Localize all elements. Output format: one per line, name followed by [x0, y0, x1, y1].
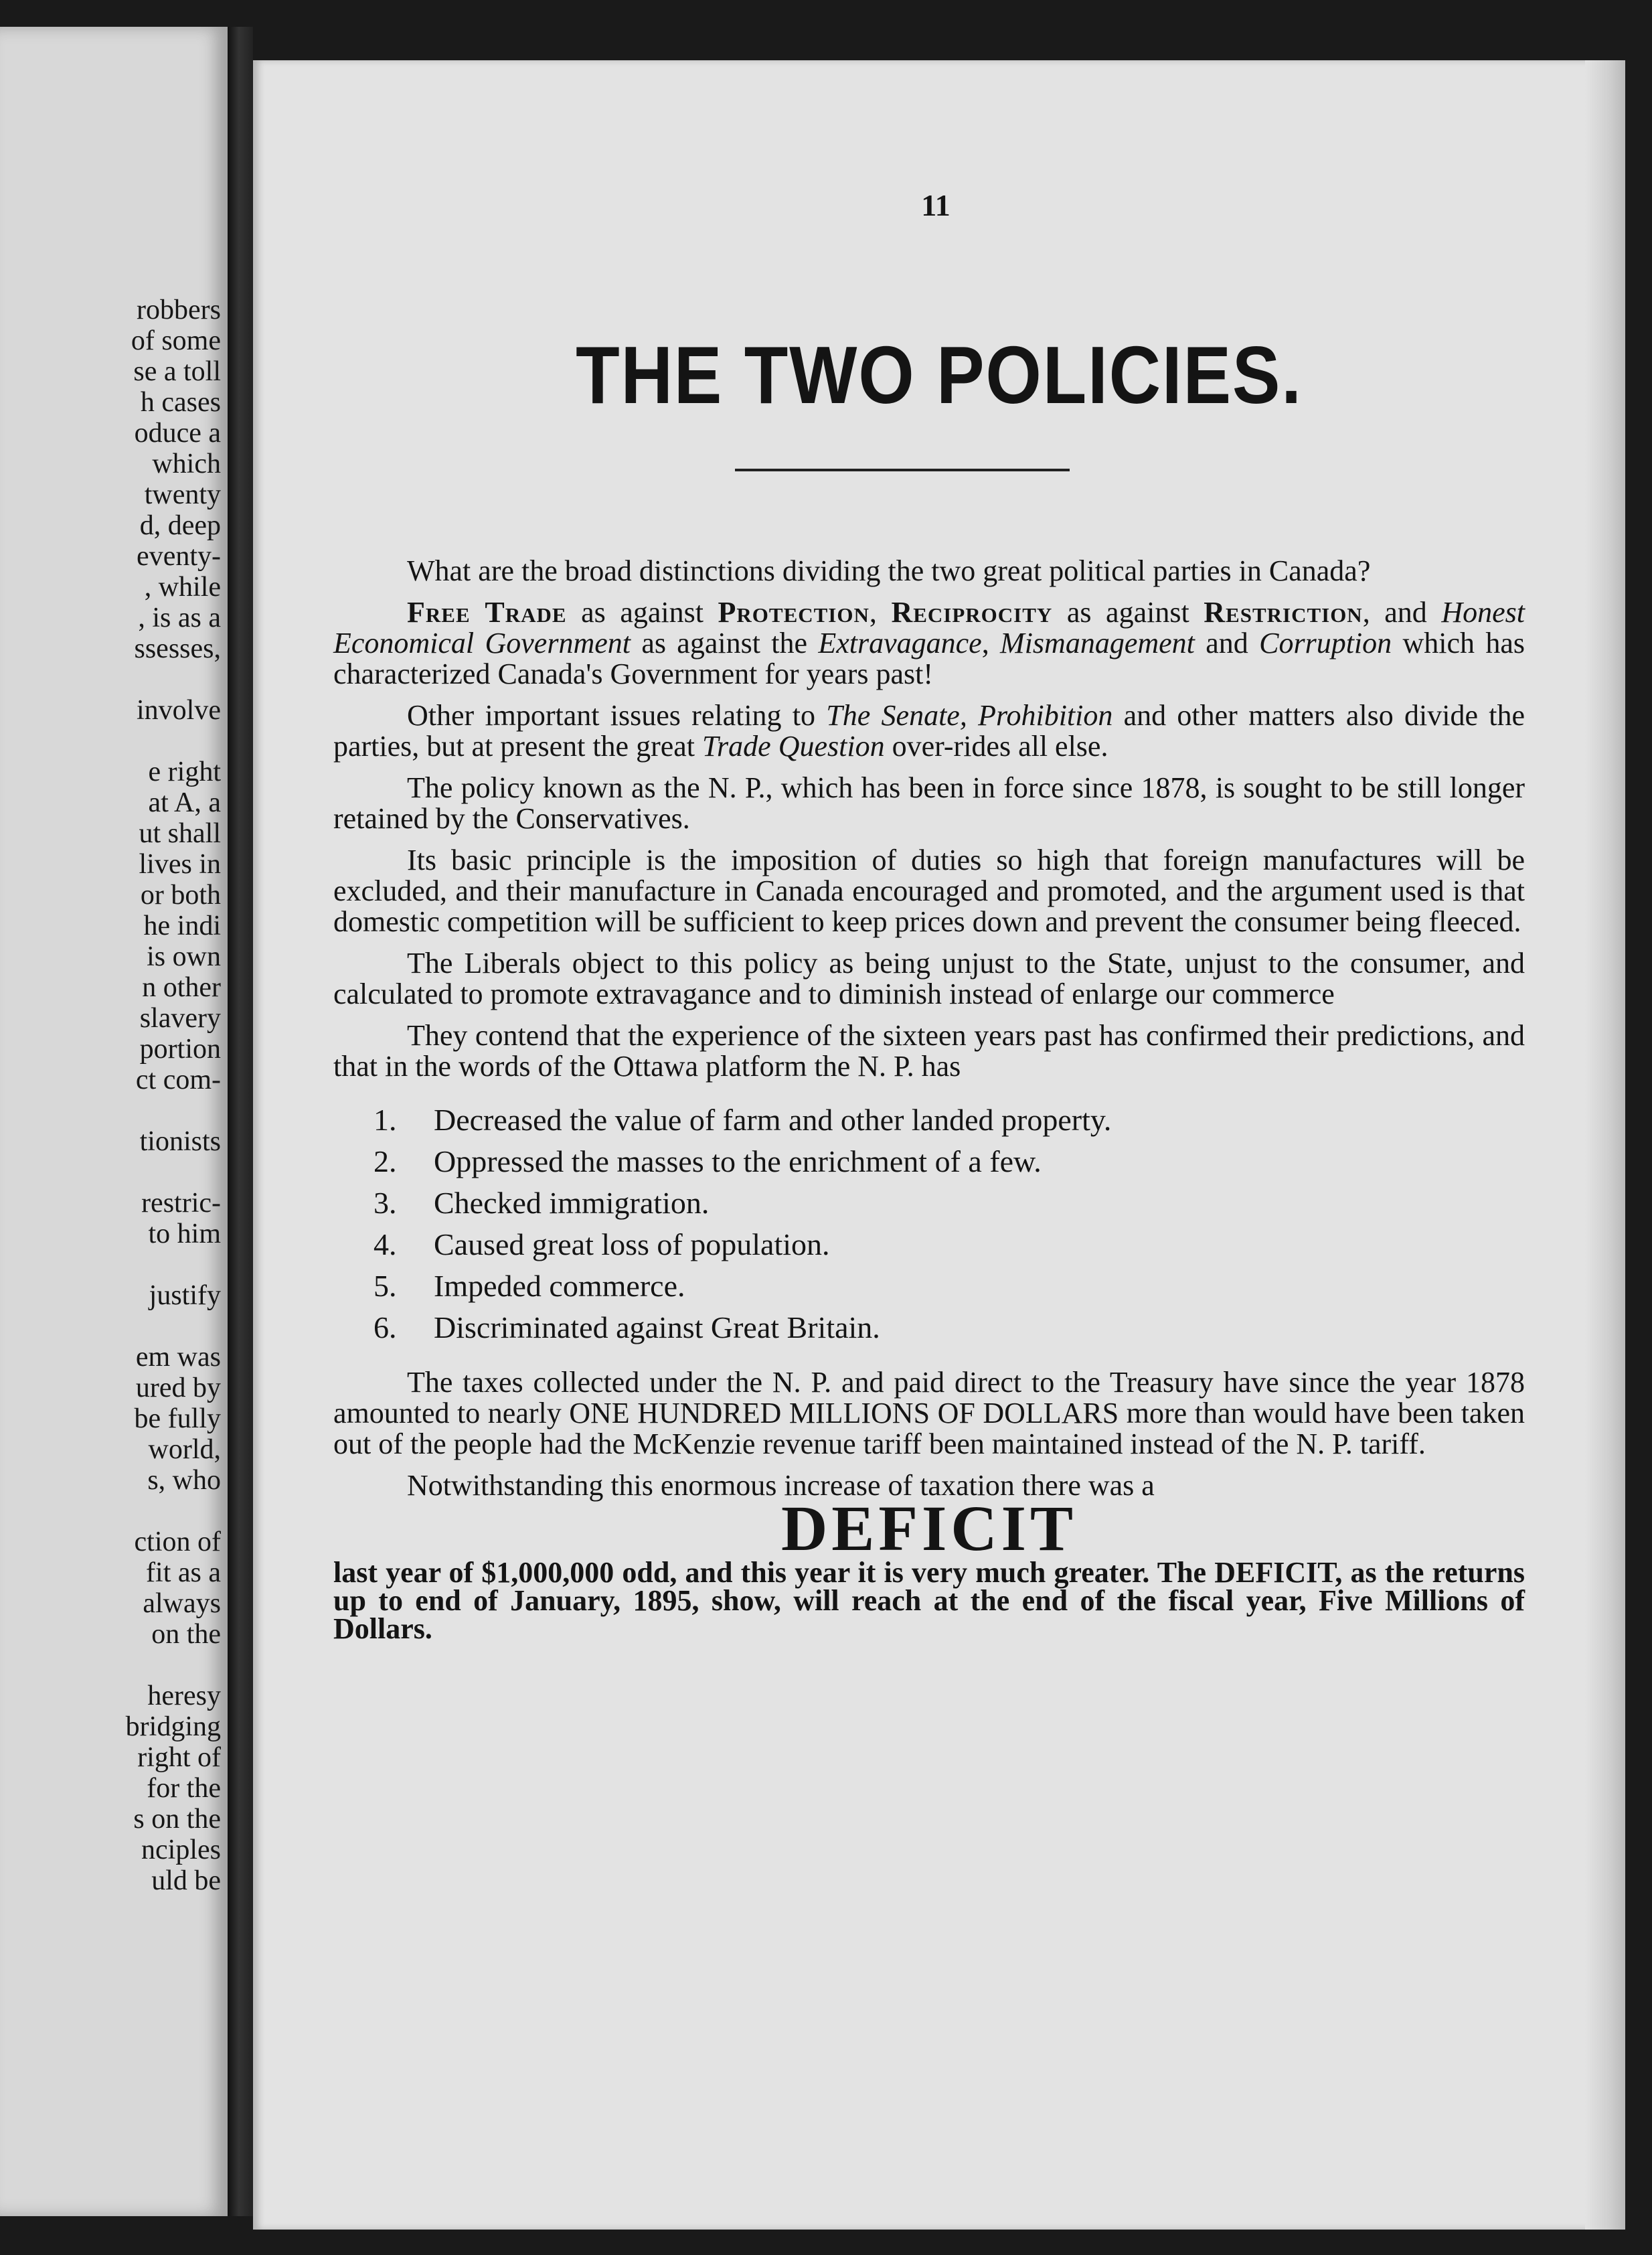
left-page-line: ssesses,: [134, 633, 221, 664]
term-free-trade: Free Trade: [407, 596, 567, 629]
left-page-line: at A, a: [148, 787, 221, 818]
left-page-line: fit as a: [146, 1557, 221, 1588]
paragraph-deficit-amount: last year of $1,000,000 odd, and this year it is very much greater. The DEFICIT, as the returns up to end of January, 1895, show, will reach at the end of the fiscal year, Five Millions of Dollars.: [333, 1556, 1525, 1645]
list-item: 1. Decreased the value of farm and other landed property.: [374, 1103, 1112, 1137]
left-page-line: robbers: [137, 295, 221, 325]
page-title: THE TWO POLICIES.: [576, 329, 1303, 420]
term-extravagance: Extravagance: [818, 627, 982, 659]
left-page-line: bridging: [125, 1711, 221, 1742]
left-page-line: he indi: [143, 911, 221, 941]
left-page-line: ction of: [134, 1527, 221, 1557]
left-page-line: which: [152, 449, 221, 479]
term-protection: Protection: [718, 596, 870, 629]
book-gutter: [228, 27, 253, 2216]
list-item: 5. Impeded commerce.: [374, 1269, 685, 1303]
left-page-line: always: [143, 1588, 221, 1619]
left-page-line: ured by: [135, 1373, 221, 1403]
left-page-line: heresy: [147, 1681, 221, 1711]
left-page-line: portion: [139, 1034, 221, 1065]
left-page-line: twenty: [144, 479, 221, 510]
left-page-line: d, deep: [139, 510, 221, 541]
paragraph-basic-principle: Its basic principle is the imposition of duties so high that foreign manufactures will be excluded, and their manufacture in Canada encouraged and promoted, and the argument used is that domestic competition will be sufficient to keep prices down and prevent the consumer being fleeced.: [333, 844, 1525, 938]
left-page-line: lives in: [139, 849, 221, 880]
left-page-line: uld be: [151, 1865, 221, 1896]
left-page-line: justify: [149, 1280, 221, 1311]
left-page-line: involve: [137, 695, 221, 726]
left-page-line: s on the: [133, 1804, 221, 1835]
paragraph-taxes-collected: The taxes collected under the N. P. and paid direct to the Treasury have since the year 1878 amounted to nearly ONE HUNDRED MILLIONS OF DOLLARS more than would have been taken out of the people had the McKenzie revenue tariff been maintained instead of the N. P. tariff.: [333, 1366, 1525, 1460]
paragraph-distinctions: Free Trade as against Protection, Reciprocity as against Restriction, and Honest Economical Government as against the Extravagance, Mismanagement and Corruption which has characterized Canada's Government for years past!: [333, 596, 1525, 690]
left-page-line: or both: [140, 880, 221, 911]
paragraph-question: What are the broad distinctions dividing the two great political parties in Canada?: [407, 554, 1371, 587]
left-page-line: is own: [147, 941, 221, 972]
right-page: [253, 60, 1625, 2230]
list-item: 4. Caused great loss of population.: [374, 1227, 830, 1261]
paragraph-they-contend: They contend that the experience of the sixteen years past has confirmed their predictions, and that in the words of the Ottawa platform the N. P. has: [333, 1019, 1525, 1083]
left-page-line: be fully: [134, 1403, 221, 1434]
left-page-line: right of: [137, 1742, 221, 1773]
term-corruption: Corruption: [1259, 627, 1392, 659]
page-edge: [1585, 60, 1625, 2230]
left-page-line: world,: [148, 1434, 221, 1465]
left-page-line: s, who: [147, 1465, 221, 1496]
body-text: [333, 556, 1525, 1654]
left-page-line: , while: [144, 572, 221, 603]
title-divider: [735, 469, 1070, 471]
left-page-line: eventy-: [137, 541, 221, 572]
np-effects-list: [333, 1099, 1525, 1348]
paragraph-np-policy: The policy known as the N. P., which has been in force since 1878, is sought to be still longer retained by the Conservatives.: [333, 771, 1525, 835]
list-item: 3. Checked immigration.: [374, 1186, 710, 1220]
left-page-line: on the: [151, 1619, 221, 1650]
deficit-heading: DEFICIT: [780, 1492, 1078, 1564]
left-page-line: restric-: [141, 1188, 221, 1219]
left-page-line: em was: [135, 1342, 221, 1373]
left-page-line: ut shall: [139, 818, 221, 849]
left-page-fragment: [0, 27, 228, 2216]
left-page-line: oduce a: [134, 418, 221, 449]
left-page-line: n other: [142, 972, 221, 1003]
paragraph-notwithstanding: Notwithstanding this enormous increase of taxation there was a: [407, 1469, 1155, 1502]
term-honest-government: Honest Economical Government: [333, 596, 1525, 659]
term-mismanagement: Mismanagement: [1000, 627, 1195, 659]
term-trade-question: Trade Question: [702, 730, 885, 763]
term-restriction: Restriction: [1204, 596, 1363, 629]
left-page-line: , is as a: [138, 603, 221, 633]
page-number: 11: [921, 188, 951, 222]
left-page-line: of some: [131, 325, 221, 356]
left-page-line: nciples: [141, 1835, 221, 1865]
list-item: 6. Discriminated against Great Britain.: [374, 1310, 880, 1344]
left-page-line: slavery: [139, 1003, 221, 1034]
left-page-line: e right: [148, 757, 221, 787]
paragraph-other-issues: Other important issues relating to The Senate, Prohibition and other matters also divide the parties, but at present the great Trade Question over-rides all else.: [333, 699, 1525, 763]
left-page-line: h cases: [140, 387, 221, 418]
left-page-line: for the: [147, 1773, 221, 1804]
left-page-line: tionists: [139, 1126, 221, 1157]
left-page-line: se a toll: [133, 356, 221, 387]
term-reciprocity: Reciprocity: [891, 596, 1053, 629]
left-page-line: to him: [148, 1219, 221, 1249]
left-page-line: ct com-: [135, 1065, 221, 1095]
paragraph-liberals-object: The Liberals object to this policy as being unjust to the State, unjust to the consumer, and calculated to promote extravagance and to diminish instead of enlarge our commerce: [333, 947, 1525, 1010]
list-item: 2. Oppressed the masses to the enrichment of a few.: [374, 1144, 1042, 1178]
term-senate-prohibition: The Senate, Prohibition: [826, 699, 1113, 732]
